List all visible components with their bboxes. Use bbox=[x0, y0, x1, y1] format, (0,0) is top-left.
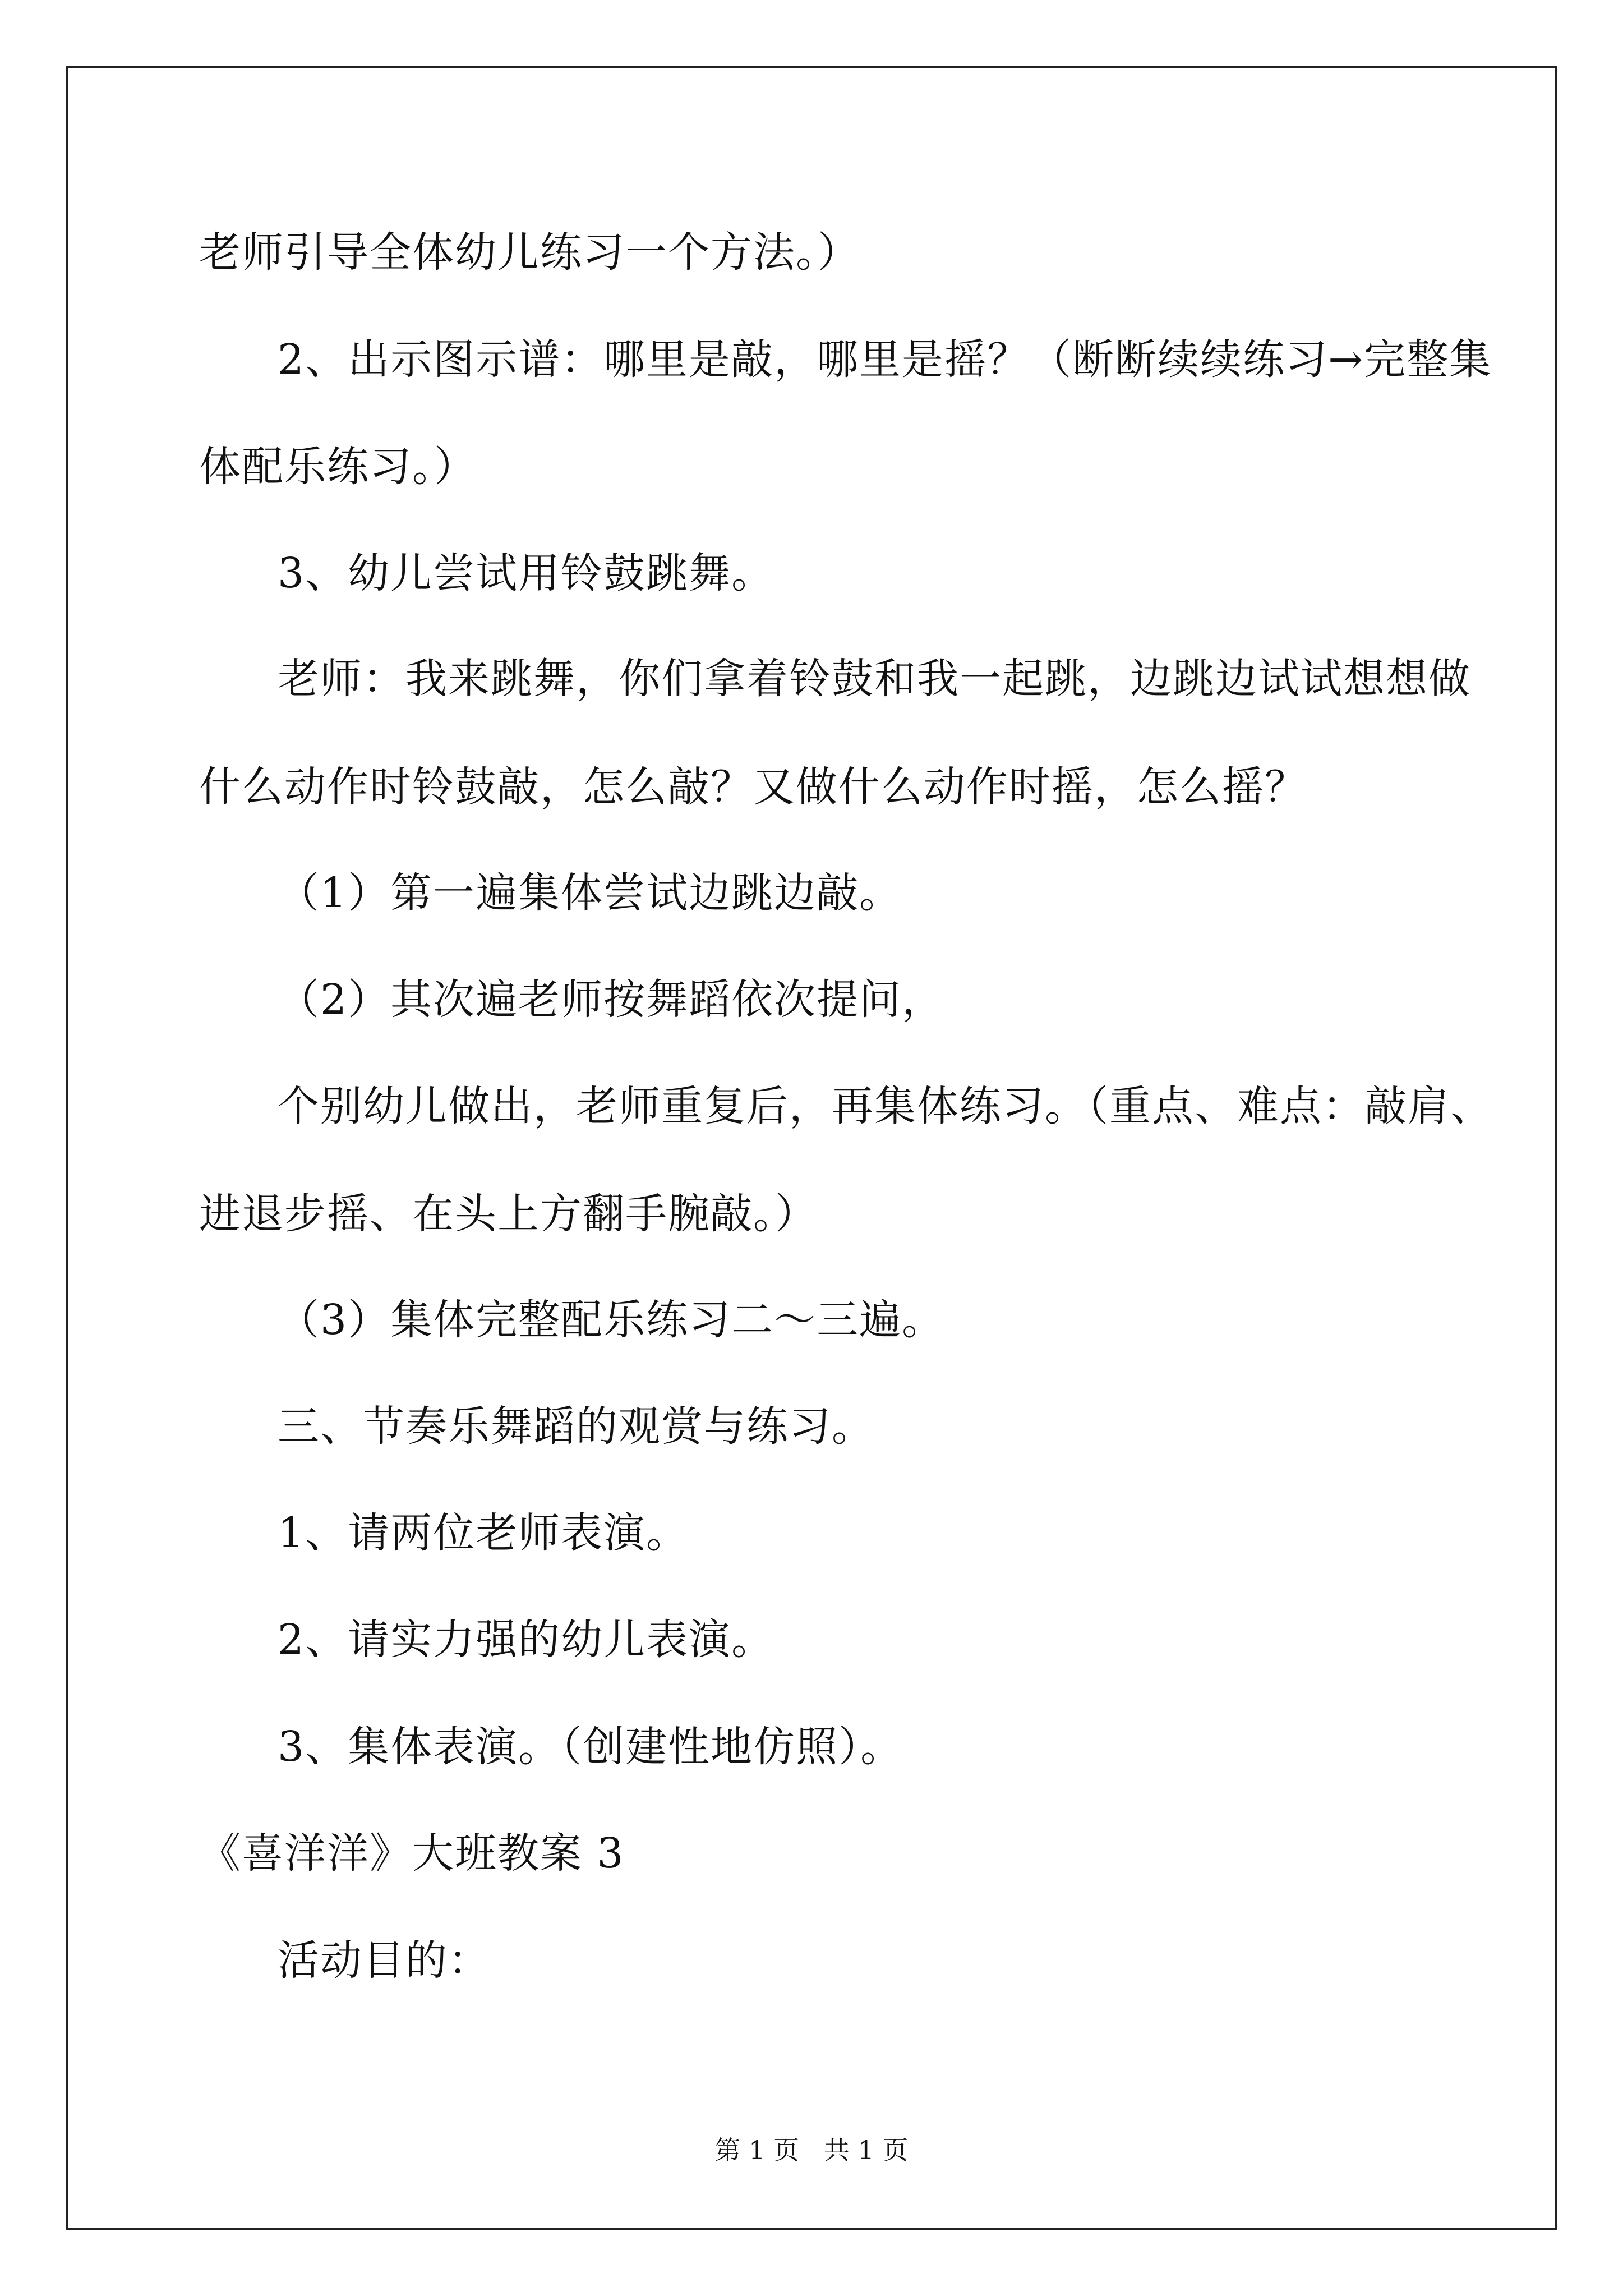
lesson-title: 《喜洋洋》大班教案 3 bbox=[199, 1829, 625, 1878]
text-line: 老师引导全体幼儿练习一个方法。） bbox=[199, 228, 860, 277]
text-line: （3）集体完整配乐练习二～三遍。 bbox=[278, 1296, 945, 1344]
text-line: 1、请两位老师表演。 bbox=[278, 1509, 689, 1557]
section-heading: 三、节奏乐舞蹈的观赏与练习。 bbox=[278, 1402, 874, 1451]
text-line: 个别幼儿做出，老师重复后，再集体练习。（重点、难点：敲肩、 bbox=[278, 1082, 1493, 1130]
page-footer: 第 1 页 共 1 页 bbox=[714, 2135, 909, 2165]
text-line: 3、集体表演。（创建性地仿照）。 bbox=[278, 1723, 903, 1771]
text-line: 2、请实力强的幼儿表演。 bbox=[278, 1616, 774, 1664]
text-line: （1）第一遍集体尝试边跳边敲。 bbox=[278, 869, 902, 917]
text-line: 体配乐练习。） bbox=[199, 443, 477, 491]
text-line: 什么动作时铃鼓敲，怎么敲？又做什么动作时摇，怎么摇？ bbox=[199, 763, 1307, 811]
text-line: （2）其次遍老师按舞蹈依次提问， bbox=[278, 976, 945, 1024]
text-line: 3、幼儿尝试用铃鼓跳舞。 bbox=[278, 549, 774, 597]
text-line: 老师：我来跳舞，你们拿着铃鼓和我一起跳，边跳边试试想想做 bbox=[278, 655, 1471, 703]
page-border bbox=[66, 66, 1557, 2230]
text-line: 2、出示图示谱：哪里是敲，哪里是摇？（断断续续练习→完整集 bbox=[278, 335, 1492, 384]
text-line: 进退步摇、在头上方翻手腕敲。） bbox=[199, 1190, 818, 1238]
text-line: 活动目的： bbox=[278, 1936, 491, 1985]
